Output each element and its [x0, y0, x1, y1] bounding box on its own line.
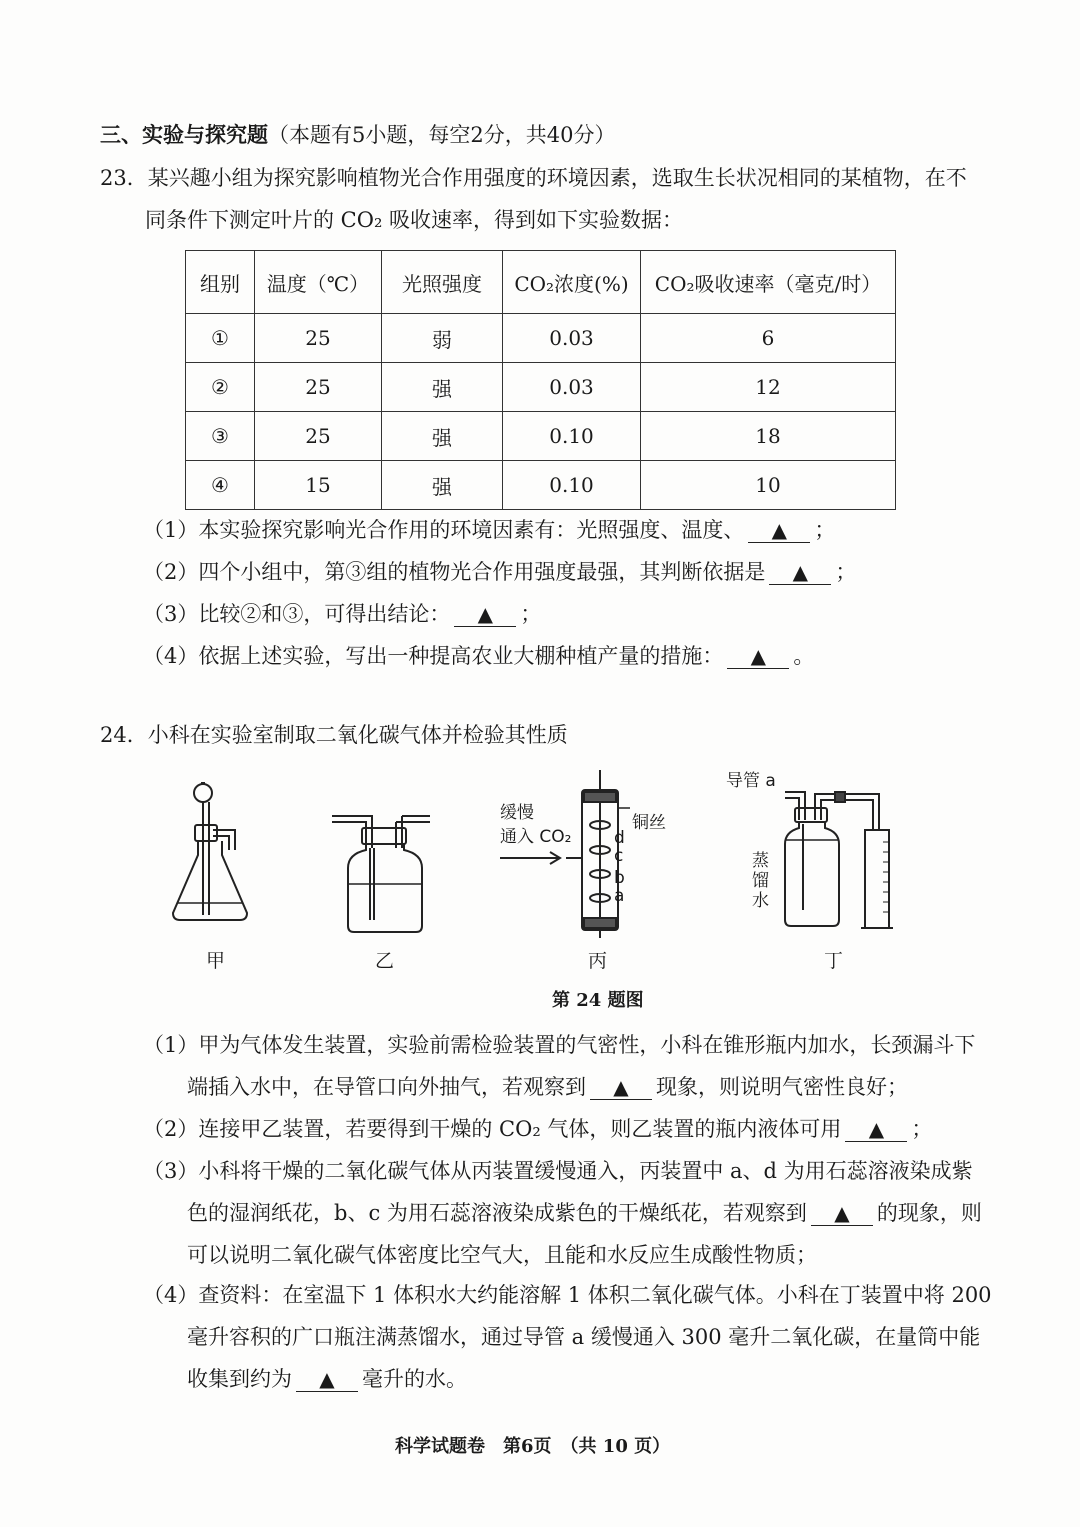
answer-blank[interactable] [590, 1075, 652, 1100]
figure-label-water-1: 蒸 [752, 851, 769, 871]
blank-marker-icon: ▲ [792, 560, 809, 584]
q24-sub3-line1: （3）小科将干燥的二氧化碳气体从丙装置缓慢通入，丙装置中 a、d 为用石蕊溶液染成紫 [143, 1159, 973, 1183]
answer-blank[interactable] [727, 644, 789, 669]
q24-intro: 24．小科在实验室制取二氧化碳气体并检验其性质 [100, 723, 568, 747]
table-cell: ① [186, 314, 255, 363]
table-header: CO₂浓度(%) [503, 251, 641, 314]
q24-sub2-end: ； [911, 1117, 933, 1141]
q24-sub2-text: （2）连接甲乙装置，若要得到干燥的 CO₂ 气体，则乙装置的瓶内液体可用 [143, 1117, 842, 1141]
q23-intro-line2: 同条件下测定叶片的 CO₂ 吸收速率，得到如下实验数据： [145, 208, 684, 232]
figure-label-d: d [614, 828, 625, 848]
q24-sub4-line2: 毫升容积的广口瓶注满蒸馏水，通过导管 a 缓慢通入 300 毫升二氧化碳，在量筒中能 [187, 1325, 981, 1349]
table-cell: 强 [382, 461, 503, 510]
q23-intro-line1: 23．某兴趣小组为探究影响植物光合作用强度的环境因素，选取生长状况相同的某植物，在不 [100, 166, 967, 190]
q23-sub2-text: （2）四个小组中，第③组的植物光合作用强度最强，其判断依据是 [143, 560, 766, 584]
table-row [186, 461, 896, 510]
table-cell: 强 [382, 363, 503, 412]
q24-sub1-text: 端插入水中，在导管口向外抽气，若观察到 [187, 1075, 586, 1099]
section-title [100, 120, 615, 150]
bottle-cylinder-apparatus-icon [775, 790, 905, 935]
table-header: 光照强度 [382, 251, 503, 314]
section-title-rest: （本题有5小题，每空2分，共40分） [268, 123, 616, 147]
q24-sub4-text: 收集到约为 [187, 1367, 292, 1391]
table-header: CO₂吸收速率（毫克/时） [641, 251, 896, 314]
q24-sub1-line2 [187, 1072, 908, 1102]
blank-marker-icon: ▲ [613, 1075, 629, 1099]
blank-marker-icon: ▲ [868, 1117, 885, 1141]
table-cell: 18 [641, 412, 896, 461]
blank-marker-icon: ▲ [750, 644, 767, 668]
q23-sub4-end: 。 [793, 644, 815, 668]
figure-label-yi: 乙 [375, 950, 395, 972]
q24-sub3-line3: 可以说明二氧化碳气体密度比空气大，且能和水反应生成酸性物质； [187, 1243, 817, 1267]
blank-marker-icon: ▲ [834, 1201, 850, 1225]
table-cell: 0.10 [503, 412, 641, 461]
page-footer: 科学试题卷 第6页 （共 10 页） [395, 1436, 671, 1457]
table-cell: 0.03 [503, 363, 641, 412]
table-cell: ② [186, 363, 255, 412]
table-header: 组别 [186, 251, 255, 314]
table-cell: 15 [255, 461, 382, 510]
figure-label-ding: 丁 [824, 950, 844, 972]
q24-sub3-text: 色的湿润纸花，b、c 为用石蕊溶液染成紫色的干燥纸花，若观察到 [187, 1201, 807, 1225]
table-cell: 0.03 [503, 314, 641, 363]
figure-label-tube-a: 导管 a [726, 771, 776, 791]
answer-blank[interactable] [811, 1201, 873, 1226]
gas-washing-bottle-icon [330, 808, 440, 938]
answer-blank[interactable] [845, 1117, 907, 1142]
table-cell: 10 [641, 461, 896, 510]
blank-marker-icon: ▲ [477, 602, 494, 626]
figure-label-co2-in: 通入 CO₂ [500, 827, 572, 847]
q23-sub3-end: ； [520, 602, 542, 626]
table-cell: 0.10 [503, 461, 641, 510]
table-row [186, 314, 896, 363]
figure-caption: 第 24 题图 [552, 990, 644, 1011]
q23-sub2 [143, 557, 856, 587]
blank-marker-icon: ▲ [771, 518, 788, 542]
table-header: 温度（℃） [255, 251, 382, 314]
table-cell: 弱 [382, 314, 503, 363]
table-cell: ③ [186, 412, 255, 461]
table-header-row [186, 251, 896, 314]
q23-sub3 [143, 599, 541, 629]
table-row [186, 412, 896, 461]
q23-sub4 [143, 641, 814, 671]
q24-sub4-line3 [187, 1364, 467, 1394]
figure-label-bing: 丙 [588, 950, 608, 972]
q24-sub2 [143, 1114, 932, 1144]
figure-label-a: a [614, 886, 625, 906]
table-cell: 6 [641, 314, 896, 363]
q23-data-table [185, 250, 896, 510]
blank-marker-icon: ▲ [319, 1367, 335, 1391]
figure-label-copper: 铜丝 [632, 813, 666, 833]
table-cell: 12 [641, 363, 896, 412]
figure-label-water-3: 水 [752, 891, 769, 911]
figure-label-c: c [614, 846, 624, 866]
q23-sub2-end: ； [835, 560, 857, 584]
figure-label-jia: 甲 [206, 950, 226, 972]
flask-apparatus-icon [165, 775, 275, 935]
section-title-bold: 三、实验与探究题 [100, 122, 268, 147]
table-cell: ④ [186, 461, 255, 510]
q23-sub3-text: （3）比较②和③，可得出结论： [143, 602, 451, 626]
q24-sub3-line2 [187, 1198, 982, 1228]
table-cell: 25 [255, 412, 382, 461]
figure-label-slow: 缓慢 [500, 803, 534, 823]
q24-sub3-end: 的现象，则 [876, 1201, 982, 1225]
answer-blank[interactable] [454, 602, 516, 627]
q23-sub1-end: ； [814, 518, 836, 542]
figure-label-water-2: 馏 [752, 871, 769, 891]
q24-sub4-line1: （4）查资料：在室温下 1 体积水大约能溶解 1 体积二氧化碳气体。小科在丁装置中将 200 [143, 1283, 992, 1307]
q23-sub4-text: （4）依据上述实验，写出一种提高农业大棚种植产量的措施： [143, 644, 724, 668]
q24-sub1-line1: （1）甲为气体发生装置，实验前需检验装置的气密性，小科在锥形瓶内加水，长颈漏斗下 [143, 1033, 976, 1057]
q24-sub4-end: 毫升的水。 [362, 1367, 467, 1391]
table-cell: 25 [255, 363, 382, 412]
answer-blank[interactable] [748, 518, 810, 543]
q23-sub1-text: （1）本实验探究影响光合作用的环境因素有：光照强度、温度、 [143, 518, 745, 542]
table-row [186, 363, 896, 412]
answer-blank[interactable] [296, 1367, 358, 1392]
answer-blank[interactable] [769, 560, 831, 585]
q23-sub1 [143, 515, 835, 545]
q24-sub1-end: 现象，则说明气密性良好； [656, 1075, 908, 1099]
table-cell: 强 [382, 412, 503, 461]
table-cell: 25 [255, 314, 382, 363]
test-tube-flower-apparatus-icon [500, 770, 650, 945]
figure-label-b: b [614, 868, 625, 888]
